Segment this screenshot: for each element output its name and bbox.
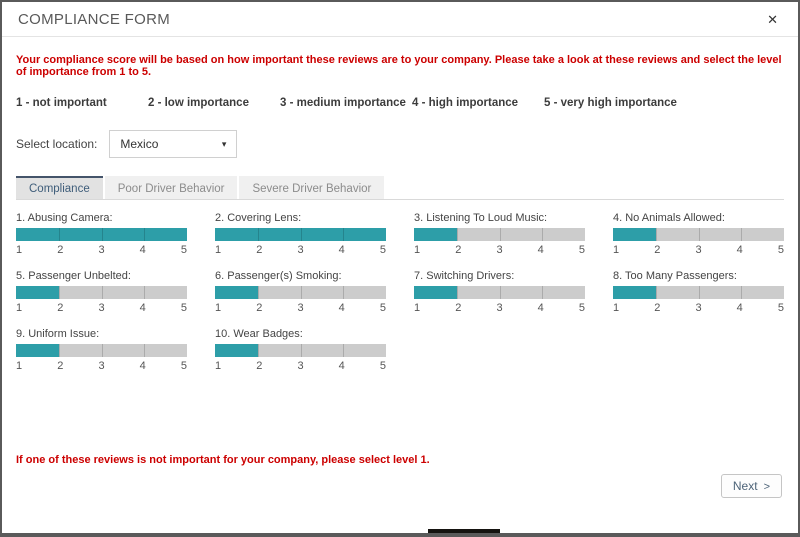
slider-fill [414, 228, 457, 241]
scale-number: 4 [139, 244, 146, 256]
scale-number: 3 [496, 244, 503, 256]
slider-tick [741, 228, 742, 241]
scale-number: 1 [414, 302, 421, 314]
scale-number: 4 [736, 244, 743, 256]
location-select[interactable] [109, 130, 237, 158]
slider-label: 10. Wear Badges: [215, 328, 303, 340]
importance-legend [16, 97, 784, 109]
dialog-titlebar [2, 2, 798, 37]
scale-number: 3 [98, 360, 105, 372]
slider-fill [414, 286, 457, 299]
slider-label: 2. Covering Lens: [215, 212, 302, 224]
tab-severe-driver-behavior[interactable]: Severe Driver Behavior [239, 176, 384, 199]
scale-number: 3 [98, 244, 105, 256]
slider-tick [144, 228, 145, 241]
slider-tick [457, 286, 458, 299]
slider-tick [301, 286, 302, 299]
slider-scale [613, 244, 784, 256]
scale-number: 2 [654, 244, 661, 256]
scale-number: 3 [297, 244, 304, 256]
slider-tick [59, 286, 60, 299]
scale-number: 5 [578, 244, 585, 256]
slider-uniform-issue [16, 328, 187, 372]
scale-number: 2 [256, 302, 263, 314]
scale-number: 5 [379, 244, 386, 256]
slider-tick [59, 344, 60, 357]
slider-tick [343, 228, 344, 241]
legend-item-2: 2 - low importance [148, 97, 249, 109]
slider-scale [215, 302, 386, 314]
slider-passenger-unbelted [16, 270, 187, 314]
chevron-down-icon: ▾ [221, 138, 227, 149]
scale-number: 3 [98, 302, 105, 314]
scale-number: 2 [57, 360, 64, 372]
scale-number: 2 [256, 244, 263, 256]
scale-number: 3 [496, 302, 503, 314]
location-label: Select location: [16, 137, 98, 151]
dialog-body [2, 54, 798, 498]
slider-tick [258, 344, 259, 357]
slider-scale [215, 244, 386, 256]
slider-tick [258, 228, 259, 241]
scale-number: 1 [215, 244, 222, 256]
scale-number: 5 [777, 302, 784, 314]
scale-number: 1 [613, 302, 620, 314]
scale-number: 3 [297, 360, 304, 372]
slider-wear-badges [215, 328, 386, 372]
scale-number: 2 [455, 302, 462, 314]
slider-label: 7. Switching Drivers: [414, 270, 515, 282]
slider-tick [656, 228, 657, 241]
slider-track[interactable] [16, 344, 187, 357]
slider-track[interactable] [414, 286, 585, 299]
slider-label: 9. Uniform Issue: [16, 328, 100, 340]
slider-tick [102, 228, 103, 241]
scale-number: 5 [379, 302, 386, 314]
dialog-footer [16, 474, 784, 498]
scale-number: 5 [777, 244, 784, 256]
slider-track[interactable] [215, 228, 386, 241]
slider-tick [144, 286, 145, 299]
slider-no-animals-allowed [613, 212, 784, 256]
tab-poor-driver-behavior[interactable]: Poor Driver Behavior [105, 176, 238, 199]
slider-label: 3. Listening To Loud Music: [414, 212, 548, 224]
scale-number: 5 [180, 302, 187, 314]
slider-tick [656, 286, 657, 299]
slider-label: 1. Abusing Camera: [16, 212, 113, 224]
slider-passengers-smoking [215, 270, 386, 314]
legend-item-1: 1 - not important [16, 97, 107, 109]
scale-number: 1 [16, 244, 23, 256]
slider-fill [16, 286, 59, 299]
location-selected-value: Mexico [120, 137, 159, 151]
scale-number: 4 [338, 360, 345, 372]
slider-label: 5. Passenger Unbelted: [16, 270, 131, 282]
scale-number: 4 [736, 302, 743, 314]
dialog-title: COMPLIANCE FORM [18, 11, 171, 28]
slider-tick [500, 228, 501, 241]
slider-track[interactable] [613, 228, 784, 241]
slider-fill [613, 286, 656, 299]
close-icon[interactable]: ✕ [763, 11, 782, 28]
slider-tick [343, 286, 344, 299]
slider-track[interactable] [613, 286, 784, 299]
slider-scale [16, 302, 187, 314]
slider-covering-lens [215, 212, 386, 256]
slider-listening-to-loud-music [414, 212, 585, 256]
slider-fill [215, 286, 258, 299]
scale-number: 1 [215, 302, 222, 314]
scale-number: 3 [297, 302, 304, 314]
slider-tick [542, 286, 543, 299]
scale-number: 2 [654, 302, 661, 314]
scale-number: 4 [139, 302, 146, 314]
scale-number: 1 [16, 302, 23, 314]
slider-track[interactable] [215, 344, 386, 357]
slider-tick [699, 286, 700, 299]
scale-number: 4 [139, 360, 146, 372]
scale-number: 4 [338, 302, 345, 314]
legend-item-3: 3 - medium importance [280, 97, 406, 109]
scale-number: 5 [180, 360, 187, 372]
tabs-bar [16, 176, 784, 200]
slider-tick [542, 228, 543, 241]
slider-switching-drivers [414, 270, 585, 314]
next-button[interactable] [721, 474, 782, 498]
slider-tick [59, 228, 60, 241]
slider-track[interactable] [414, 228, 585, 241]
slider-abusing-camera [16, 212, 187, 256]
scale-number: 1 [414, 244, 421, 256]
slider-tick [343, 344, 344, 357]
slider-tick [258, 286, 259, 299]
slider-label: 4. No Animals Allowed: [613, 212, 725, 224]
tab-compliance[interactable]: Compliance [16, 176, 103, 199]
scale-number: 1 [613, 244, 620, 256]
slider-tick [144, 344, 145, 357]
slider-tick [500, 286, 501, 299]
scale-number: 3 [695, 244, 702, 256]
slider-track[interactable] [16, 286, 187, 299]
slider-track[interactable] [215, 286, 386, 299]
slider-tick [301, 344, 302, 357]
slider-scale [414, 302, 585, 314]
slider-tick [102, 286, 103, 299]
instruction-text-bottom: If one of these reviews is not important for your company, please select level 1. [16, 454, 430, 466]
slider-label: 6. Passenger(s) Smoking: [215, 270, 342, 282]
next-button-label: Next [732, 479, 758, 493]
scale-number: 2 [256, 360, 263, 372]
slider-fill [215, 344, 258, 357]
chevron-right-icon: > [763, 481, 770, 493]
slider-scale [613, 302, 784, 314]
slider-tick [301, 228, 302, 241]
scale-number: 4 [537, 302, 544, 314]
scale-number: 2 [455, 244, 462, 256]
scale-number: 5 [578, 302, 585, 314]
slider-tick [102, 344, 103, 357]
scale-number: 5 [180, 244, 187, 256]
legend-item-5: 5 - very high importance [544, 97, 677, 109]
scale-number: 2 [57, 302, 64, 314]
slider-label: 8. Too Many Passengers: [613, 270, 737, 282]
slider-too-many-passengers [613, 270, 784, 314]
scale-number: 2 [57, 244, 64, 256]
scale-number: 4 [537, 244, 544, 256]
scale-number: 1 [215, 360, 222, 372]
slider-fill [16, 344, 59, 357]
slider-scale [16, 244, 187, 256]
slider-fill [613, 228, 656, 241]
slider-scale [16, 360, 187, 372]
scale-number: 4 [338, 244, 345, 256]
background-artifact [428, 529, 500, 533]
sliders-grid [16, 212, 784, 372]
slider-scale [215, 360, 386, 372]
slider-tick [741, 286, 742, 299]
location-row [16, 130, 784, 158]
slider-scale [414, 244, 585, 256]
legend-item-4: 4 - high importance [412, 97, 519, 109]
slider-tick [699, 228, 700, 241]
instruction-text-top: Your compliance score will be based on how important these reviews are to your company. Please take a look at these reviews and select the level of importance from 1 to 5. [16, 54, 782, 78]
slider-tick [457, 228, 458, 241]
scale-number: 1 [16, 360, 23, 372]
scale-number: 3 [695, 302, 702, 314]
slider-track[interactable] [16, 228, 187, 241]
scale-number: 5 [379, 360, 386, 372]
